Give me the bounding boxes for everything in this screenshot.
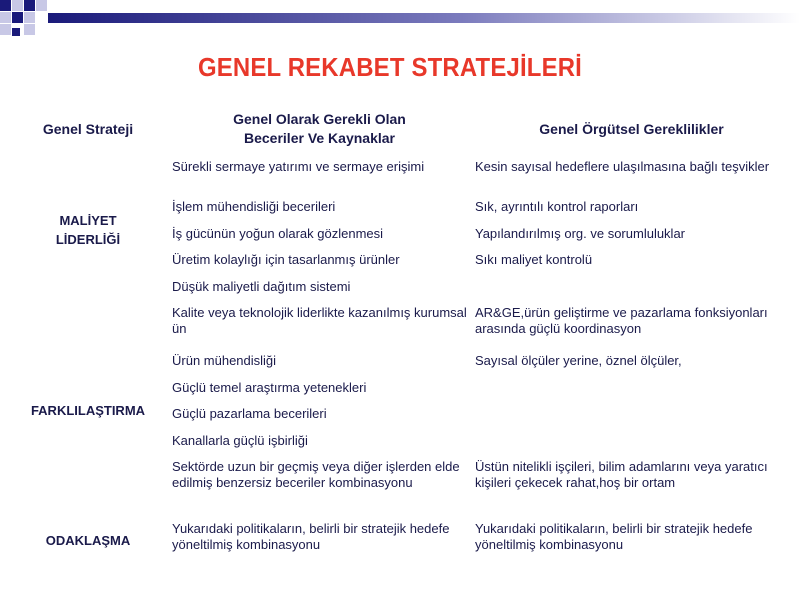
skill-cell: İş gücünün yoğun olarak gözlenmesi bbox=[172, 226, 384, 241]
org-cell: Sıkı maliyet kontrolü bbox=[475, 252, 593, 267]
strategy-table bbox=[8, 104, 792, 560]
table-row bbox=[8, 300, 792, 348]
org-cell bbox=[471, 428, 792, 454]
deco-square bbox=[0, 12, 11, 23]
skill-cell: Sektörde uzun bir geçmiş veya diğer işlerden elde edilmiş benzersiz beceriler kombinasyonu bbox=[172, 459, 460, 490]
table-header-row bbox=[8, 104, 792, 154]
deco-square bbox=[24, 0, 35, 11]
skill-cell: Kalite veya teknolojik liderlikte kazanılmış kurumsal ün bbox=[172, 305, 467, 336]
org-cell: Yukarıdaki politikaların, belirli bir stratejik hedefe yöneltilmiş kombinasyonu bbox=[475, 521, 753, 552]
deco-square bbox=[12, 0, 23, 11]
org-cell: Üstün nitelikli işçileri, bilim adamlarını veya yaratıcı kişileri çekecek rahat,hoş bir ortam bbox=[475, 459, 768, 490]
org-cell: Kesin sayısal hedeflere ulaşılmasına bağlı teşvikler bbox=[475, 159, 770, 174]
header-org: Genel Örgütsel Gereklilikler bbox=[539, 120, 724, 137]
org-cell: Yapılandırılmış org. ve sorumluluklar bbox=[475, 226, 686, 241]
header-decoration bbox=[0, 0, 800, 40]
deco-square bbox=[12, 12, 23, 23]
header-skills-line2: Beceriler Ve Kaynaklar bbox=[244, 130, 395, 146]
skill-cell: Güçlü temel araştırma yetenekleri bbox=[172, 380, 367, 395]
strategy-cost-leadership bbox=[8, 154, 168, 300]
skill-cell: Yukarıdaki politikaların, belirli bir stratejik hedefe yöneltilmiş kombinasyonu bbox=[172, 521, 450, 552]
org-cell: Sayısal ölçüler yerine, öznel ölçüler, bbox=[475, 353, 682, 368]
skill-cell: Düşük maliyetli dağıtım sistemi bbox=[172, 279, 351, 294]
header-strategy: Genel Strateji bbox=[42, 120, 134, 137]
deco-square bbox=[24, 12, 35, 23]
org-cell: AR&GE,ürün geliştirme ve pazarlama fonksiyonları arasında güçlü koordinasyon bbox=[475, 305, 768, 336]
deco-square bbox=[24, 24, 35, 35]
deco-square bbox=[0, 0, 11, 11]
strategy-differentiation: FARKLILAŞTIRMA bbox=[30, 403, 146, 418]
header-skills-line1: Genel Olarak Gerekli Olan bbox=[233, 111, 406, 127]
strategy-cost-line2: LİDERLİĞİ bbox=[55, 231, 121, 247]
table-row bbox=[8, 516, 792, 560]
skill-cell: Ürün mühendisliği bbox=[172, 353, 277, 368]
skill-cell: Güçlü pazarlama becerileri bbox=[172, 406, 327, 421]
strategy-cost-line1: MALİYET bbox=[59, 212, 117, 228]
skill-cell: Üretim kolaylığı için tasarlanmış ürünler bbox=[172, 252, 400, 267]
strategy-focus: ODAKLAŞMA bbox=[45, 533, 131, 548]
header-skills bbox=[168, 104, 471, 154]
org-cell: Sık, ayrıntılı kontrol raporları bbox=[475, 199, 639, 214]
org-cell bbox=[471, 401, 792, 428]
deco-gradient-bar bbox=[48, 13, 800, 23]
skill-cell: Sürekli sermaye yatırımı ve sermaye erişimi bbox=[172, 159, 425, 174]
skill-cell: Kanallarla güçlü işbirliği bbox=[172, 433, 308, 448]
page-title: GENEL REKABET STRATEJİLERİ bbox=[197, 52, 583, 82]
table-row bbox=[8, 154, 792, 194]
org-cell bbox=[471, 375, 792, 401]
deco-square bbox=[12, 28, 20, 36]
skill-cell: İşlem mühendisliği becerileri bbox=[172, 199, 336, 214]
deco-square bbox=[36, 0, 47, 11]
deco-square bbox=[0, 24, 11, 35]
org-cell bbox=[471, 274, 792, 300]
